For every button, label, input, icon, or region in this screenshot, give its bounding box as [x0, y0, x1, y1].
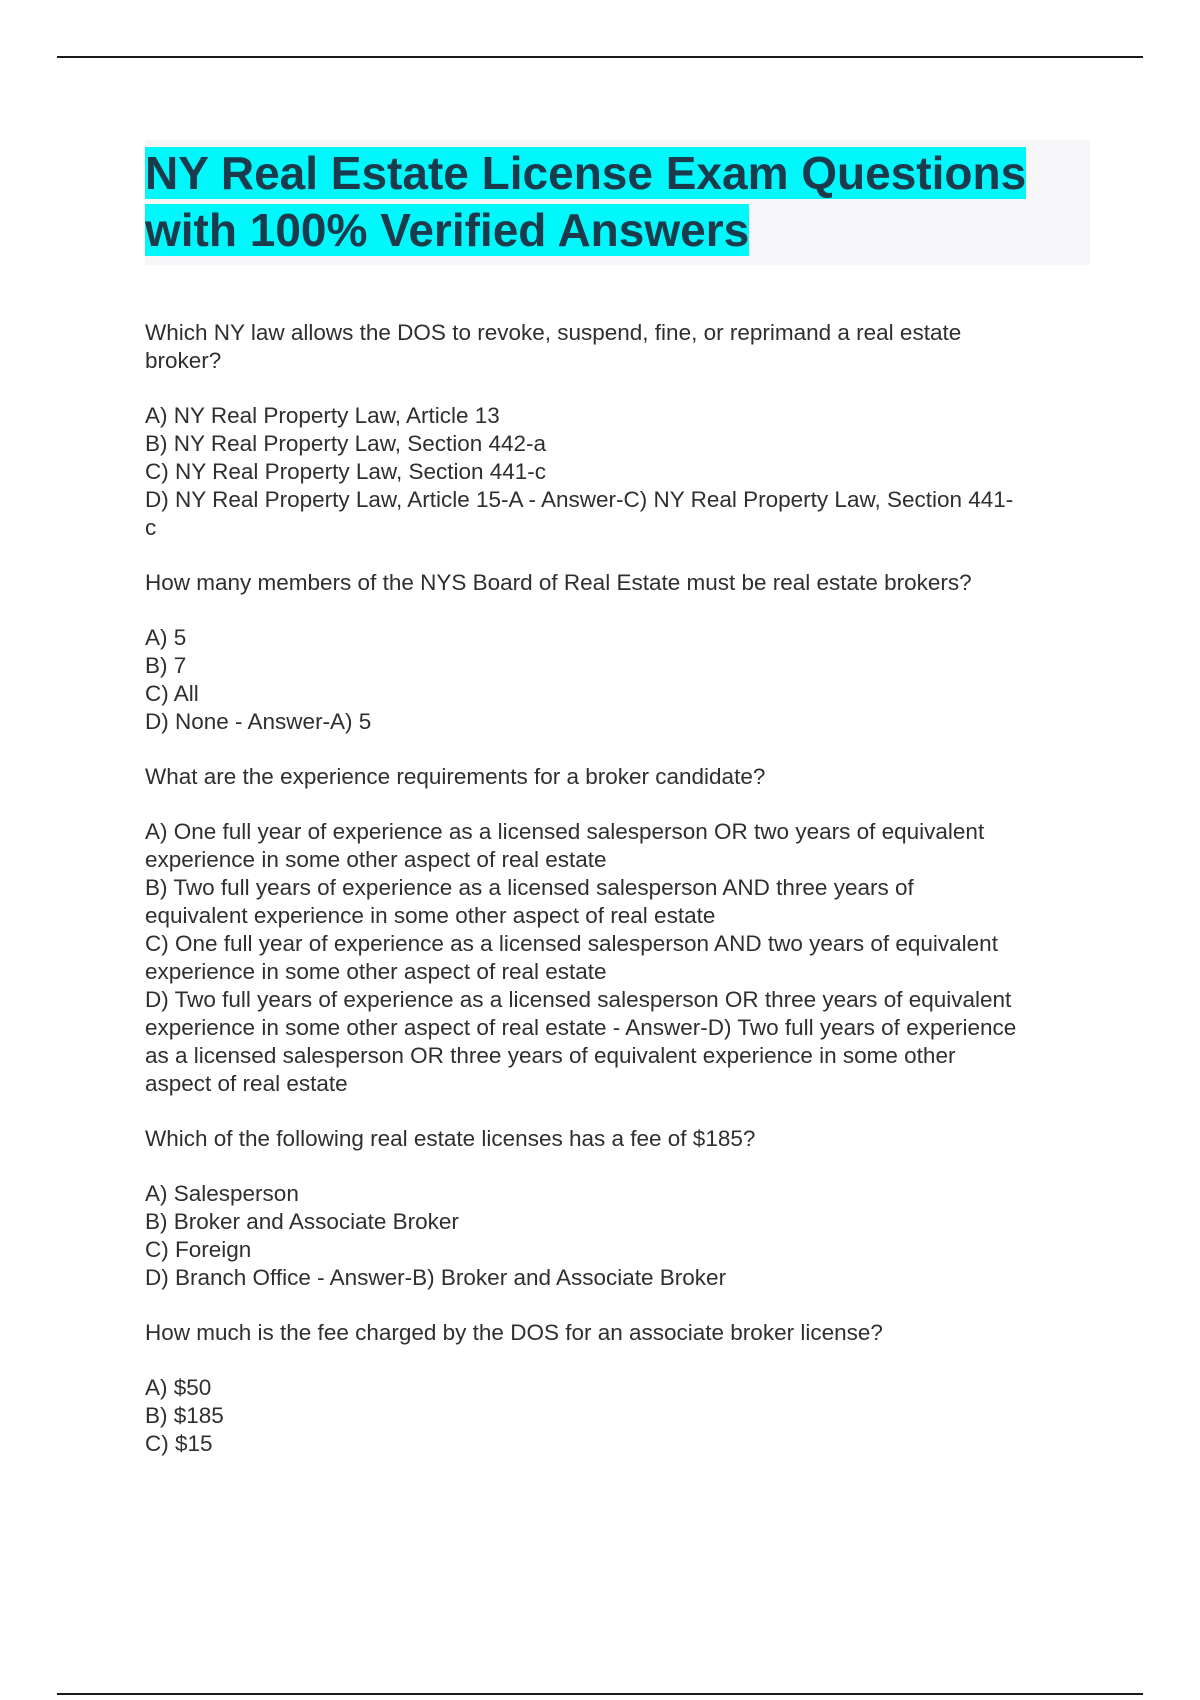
option-item: B) 7 — [145, 653, 187, 678]
option-item: C) Foreign — [145, 1237, 252, 1262]
title-line-1: NY Real Estate License Exam Questions — [145, 147, 1027, 199]
title-block — [145, 140, 1090, 265]
question-block — [145, 569, 1090, 736]
question-prompt: How much is the fee charged by the DOS for an associate broker license? — [145, 1320, 883, 1345]
option-item-with-answer: D) Two full years of experience as a licensed salesperson OR three years of equivalent experience in some other aspect of real estate - Answer-D) Two full years of experience as a licensed salesperson OR three years of equivalent experience in some other aspect of real estate — [145, 987, 1017, 1096]
question-prompt: How many members of the NYS Board of Real Estate must be real estate brokers? — [145, 570, 972, 595]
top-rule — [57, 56, 1143, 58]
document-title — [145, 145, 1090, 259]
question-block — [145, 319, 1090, 542]
option-item: A) One full year of experience as a licensed salesperson OR two years of equivalent experience in some other aspect of real estate — [145, 819, 985, 872]
option-list — [145, 818, 1090, 1098]
question-block — [145, 1319, 1090, 1458]
option-list — [145, 624, 1090, 736]
option-item: C) $15 — [145, 1431, 213, 1456]
option-item: B) Two full years of experience as a licensed salesperson AND three years of equivalent experience in some other aspect of real estate — [145, 875, 914, 928]
option-item: B) Broker and Associate Broker — [145, 1209, 459, 1234]
option-item: C) One full year of experience as a licensed salesperson AND two years of equivalent experience in some other aspect of real estate — [145, 931, 998, 984]
option-item: A) Salesperson — [145, 1181, 299, 1206]
question-block — [145, 1125, 1090, 1292]
question-prompt: Which NY law allows the DOS to revoke, suspend, fine, or reprimand a real estate broker? — [145, 320, 962, 373]
question-prompt: What are the experience requirements for a broker candidate? — [145, 764, 766, 789]
question-block — [145, 763, 1090, 1098]
option-list — [145, 402, 1090, 542]
option-list — [145, 1374, 1090, 1458]
option-item: C) All — [145, 681, 199, 706]
bottom-rule — [57, 1693, 1143, 1695]
title-line-2: with 100% Verified Answers — [145, 204, 750, 256]
option-item: A) 5 — [145, 625, 187, 650]
option-item: B) $185 — [145, 1403, 224, 1428]
option-item: A) $50 — [145, 1375, 212, 1400]
option-item-with-answer: D) None - Answer-A) 5 — [145, 709, 372, 734]
question-prompt: Which of the following real estate licenses has a fee of $185? — [145, 1126, 756, 1151]
option-list — [145, 1180, 1090, 1292]
option-item: B) NY Real Property Law, Section 442-a — [145, 431, 547, 456]
option-item-with-answer: D) NY Real Property Law, Article 15-A - Answer-C) NY Real Property Law, Section 441- c — [145, 487, 1014, 540]
option-item: C) NY Real Property Law, Section 441-c — [145, 459, 547, 484]
document-body — [145, 140, 1090, 1485]
option-item: A) NY Real Property Law, Article 13 — [145, 403, 500, 428]
option-item-with-answer: D) Branch Office - Answer-B) Broker and Associate Broker — [145, 1265, 727, 1290]
